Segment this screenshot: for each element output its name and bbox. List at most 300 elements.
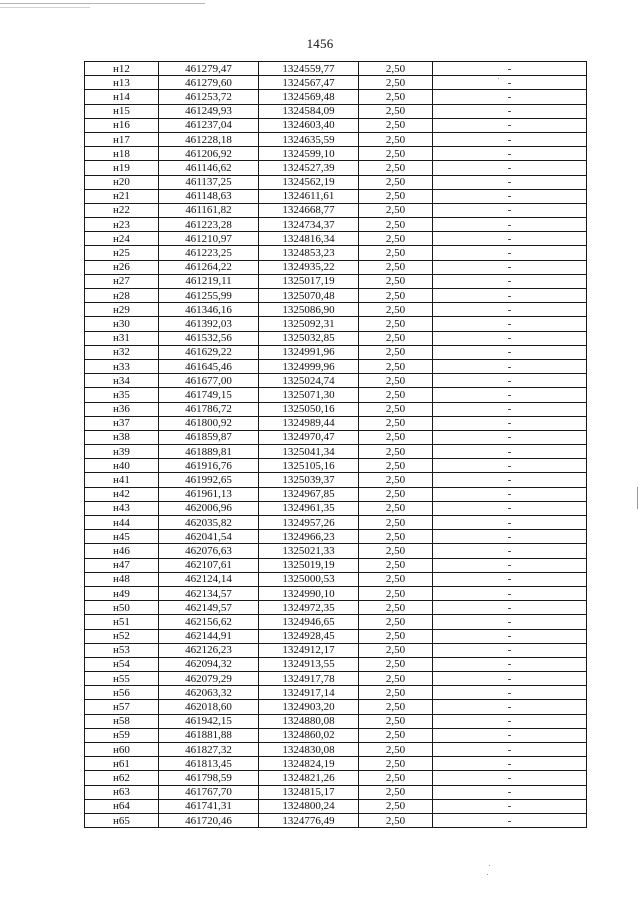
description-cell: - — [433, 799, 587, 813]
description-cell: - — [433, 175, 587, 189]
point-id-cell: н20 — [85, 175, 159, 189]
y-coordinate-cell: 1324800,24 — [259, 799, 359, 813]
error-cell: 2,50 — [359, 161, 433, 175]
x-coordinate-cell: 461629,22 — [159, 345, 259, 359]
y-coordinate-cell: 1325021,33 — [259, 544, 359, 558]
x-coordinate-cell: 462107,61 — [159, 558, 259, 572]
description-cell: - — [433, 289, 587, 303]
x-coordinate-cell: 462035,82 — [159, 516, 259, 530]
y-coordinate-cell: 1325039,37 — [259, 473, 359, 487]
table-row — [85, 345, 587, 359]
x-coordinate-cell: 461677,00 — [159, 374, 259, 388]
table-row — [85, 374, 587, 388]
x-coordinate-cell: 461253,72 — [159, 90, 259, 104]
y-coordinate-cell: 1324961,35 — [259, 501, 359, 515]
description-cell: - — [433, 501, 587, 515]
y-coordinate-cell: 1325070,48 — [259, 289, 359, 303]
x-coordinate-cell: 461264,22 — [159, 260, 259, 274]
error-cell: 2,50 — [359, 530, 433, 544]
table-row — [85, 558, 587, 572]
table-row — [85, 445, 587, 459]
description-cell: - — [433, 104, 587, 118]
table-row — [85, 76, 587, 90]
description-cell: - — [433, 558, 587, 572]
y-coordinate-cell: 1324611,61 — [259, 189, 359, 203]
error-cell: 2,50 — [359, 657, 433, 671]
y-coordinate-cell: 1324562,19 — [259, 175, 359, 189]
y-coordinate-cell: 1325086,90 — [259, 303, 359, 317]
error-cell: 2,50 — [359, 388, 433, 402]
description-cell: - — [433, 274, 587, 288]
error-cell: 2,50 — [359, 359, 433, 373]
y-coordinate-cell: 1324830,08 — [259, 743, 359, 757]
point-id-cell: н37 — [85, 416, 159, 430]
point-id-cell: н45 — [85, 530, 159, 544]
y-coordinate-cell: 1325105,16 — [259, 459, 359, 473]
error-cell: 2,50 — [359, 700, 433, 714]
point-id-cell: н39 — [85, 445, 159, 459]
error-cell: 2,50 — [359, 402, 433, 416]
y-coordinate-cell: 1324880,08 — [259, 714, 359, 728]
point-id-cell: н62 — [85, 771, 159, 785]
table-row — [85, 459, 587, 473]
y-coordinate-cell: 1324967,85 — [259, 487, 359, 501]
error-cell: 2,50 — [359, 303, 433, 317]
error-cell: 2,50 — [359, 246, 433, 260]
page-number: 1456 — [306, 36, 334, 51]
description-cell: - — [433, 76, 587, 90]
description-cell: - — [433, 232, 587, 246]
y-coordinate-cell: 1324917,14 — [259, 686, 359, 700]
y-coordinate-cell: 1324912,17 — [259, 643, 359, 657]
x-coordinate-cell: 461532,56 — [159, 331, 259, 345]
point-id-cell: н38 — [85, 430, 159, 444]
y-coordinate-cell: 1324567,47 — [259, 76, 359, 90]
description-cell: - — [433, 218, 587, 232]
point-id-cell: н52 — [85, 629, 159, 643]
x-coordinate-cell: 461881,88 — [159, 728, 259, 742]
point-id-cell: н21 — [85, 189, 159, 203]
y-coordinate-cell: 1325032,85 — [259, 331, 359, 345]
table-row — [85, 359, 587, 373]
description-cell: - — [433, 203, 587, 217]
table-row — [85, 629, 587, 643]
description-cell: - — [433, 118, 587, 132]
description-cell: - — [433, 161, 587, 175]
table-row — [85, 175, 587, 189]
y-coordinate-cell: 1324917,78 — [259, 672, 359, 686]
x-coordinate-cell: 461146,62 — [159, 161, 259, 175]
y-coordinate-cell: 1324599,10 — [259, 147, 359, 161]
point-id-cell: н64 — [85, 799, 159, 813]
description-cell: - — [433, 260, 587, 274]
table-row — [85, 572, 587, 586]
x-coordinate-cell: 461223,25 — [159, 246, 259, 260]
error-cell: 2,50 — [359, 274, 433, 288]
point-id-cell: н48 — [85, 572, 159, 586]
y-coordinate-cell: 1325000,53 — [259, 572, 359, 586]
table-row — [85, 430, 587, 444]
x-coordinate-cell: 461800,92 — [159, 416, 259, 430]
table-row — [85, 232, 587, 246]
point-id-cell: н33 — [85, 359, 159, 373]
x-coordinate-cell: 461859,87 — [159, 430, 259, 444]
x-coordinate-cell: 462063,32 — [159, 686, 259, 700]
point-id-cell: н56 — [85, 686, 159, 700]
description-cell: - — [433, 785, 587, 799]
table-row — [85, 331, 587, 345]
point-id-cell: н49 — [85, 586, 159, 600]
error-cell: 2,50 — [359, 260, 433, 274]
error-cell: 2,50 — [359, 813, 433, 827]
x-coordinate-cell: 461392,03 — [159, 317, 259, 331]
error-cell: 2,50 — [359, 132, 433, 146]
error-cell: 2,50 — [359, 317, 433, 331]
x-coordinate-cell: 461813,45 — [159, 757, 259, 771]
description-cell: - — [433, 657, 587, 671]
y-coordinate-cell: 1324946,65 — [259, 615, 359, 629]
point-id-cell: н47 — [85, 558, 159, 572]
top-scan-rule — [0, 3, 205, 4]
error-cell: 2,50 — [359, 118, 433, 132]
description-cell: - — [433, 459, 587, 473]
x-coordinate-cell: 461161,82 — [159, 203, 259, 217]
y-coordinate-cell: 1324935,22 — [259, 260, 359, 274]
error-cell: 2,50 — [359, 686, 433, 700]
description-cell: - — [433, 189, 587, 203]
x-coordinate-cell: 461786,72 — [159, 402, 259, 416]
y-coordinate-cell: 1324972,35 — [259, 601, 359, 615]
description-cell: - — [433, 62, 587, 76]
point-id-cell: н50 — [85, 601, 159, 615]
point-id-cell: н32 — [85, 345, 159, 359]
error-cell: 2,50 — [359, 672, 433, 686]
error-cell: 2,50 — [359, 473, 433, 487]
point-id-cell: н41 — [85, 473, 159, 487]
top-scan-rule-secondary — [0, 7, 90, 8]
error-cell: 2,50 — [359, 430, 433, 444]
error-cell: 2,50 — [359, 218, 433, 232]
y-coordinate-cell: 1324970,47 — [259, 430, 359, 444]
error-cell: 2,50 — [359, 615, 433, 629]
point-id-cell: н65 — [85, 813, 159, 827]
error-cell: 2,50 — [359, 586, 433, 600]
point-id-cell: н28 — [85, 289, 159, 303]
table-row — [85, 260, 587, 274]
table-row — [85, 317, 587, 331]
y-coordinate-cell: 1324527,39 — [259, 161, 359, 175]
table-row — [85, 118, 587, 132]
x-coordinate-cell: 461249,93 — [159, 104, 259, 118]
description-cell: - — [433, 147, 587, 161]
x-coordinate-cell: 462076,63 — [159, 544, 259, 558]
x-coordinate-cell: 461228,18 — [159, 132, 259, 146]
x-coordinate-cell: 461741,31 — [159, 799, 259, 813]
error-cell: 2,50 — [359, 104, 433, 118]
table-row — [85, 473, 587, 487]
point-id-cell: н15 — [85, 104, 159, 118]
table-row — [85, 743, 587, 757]
point-id-cell: н43 — [85, 501, 159, 515]
point-id-cell: н44 — [85, 516, 159, 530]
table-row — [85, 530, 587, 544]
x-coordinate-cell: 462134,57 — [159, 586, 259, 600]
x-coordinate-cell: 462156,62 — [159, 615, 259, 629]
table-row — [85, 132, 587, 146]
y-coordinate-cell: 1324957,26 — [259, 516, 359, 530]
y-coordinate-cell: 1324559,77 — [259, 62, 359, 76]
description-cell: - — [433, 530, 587, 544]
error-cell: 2,50 — [359, 232, 433, 246]
description-cell: - — [433, 813, 587, 827]
description-cell: - — [433, 416, 587, 430]
point-id-cell: н58 — [85, 714, 159, 728]
table-row — [85, 62, 587, 76]
x-coordinate-cell: 461992,65 — [159, 473, 259, 487]
x-coordinate-cell: 461279,60 — [159, 76, 259, 90]
error-cell: 2,50 — [359, 757, 433, 771]
y-coordinate-cell: 1325019,19 — [259, 558, 359, 572]
y-coordinate-cell: 1324734,37 — [259, 218, 359, 232]
y-coordinate-cell: 1324999,96 — [259, 359, 359, 373]
point-id-cell: н42 — [85, 487, 159, 501]
point-id-cell: н14 — [85, 90, 159, 104]
error-cell: 2,50 — [359, 76, 433, 90]
x-coordinate-cell: 462094,32 — [159, 657, 259, 671]
x-coordinate-cell: 462079,29 — [159, 672, 259, 686]
x-coordinate-cell: 461749,15 — [159, 388, 259, 402]
y-coordinate-cell: 1324603,40 — [259, 118, 359, 132]
point-id-cell: н36 — [85, 402, 159, 416]
y-coordinate-cell: 1324913,55 — [259, 657, 359, 671]
y-coordinate-cell: 1324990,10 — [259, 586, 359, 600]
point-id-cell: н63 — [85, 785, 159, 799]
point-id-cell: н26 — [85, 260, 159, 274]
y-coordinate-cell: 1325050,16 — [259, 402, 359, 416]
y-coordinate-cell: 1325041,34 — [259, 445, 359, 459]
point-id-cell: н60 — [85, 743, 159, 757]
description-cell: - — [433, 359, 587, 373]
x-coordinate-cell: 461223,28 — [159, 218, 259, 232]
x-coordinate-cell: 461137,25 — [159, 175, 259, 189]
y-coordinate-cell: 1324991,96 — [259, 345, 359, 359]
error-cell: 2,50 — [359, 445, 433, 459]
point-id-cell: н16 — [85, 118, 159, 132]
table-row — [85, 714, 587, 728]
y-coordinate-cell: 1325092,31 — [259, 317, 359, 331]
x-coordinate-cell: 461916,76 — [159, 459, 259, 473]
x-coordinate-cell: 461346,16 — [159, 303, 259, 317]
x-coordinate-cell: 461255,99 — [159, 289, 259, 303]
description-cell: - — [433, 402, 587, 416]
error-cell: 2,50 — [359, 558, 433, 572]
x-coordinate-cell: 461961,13 — [159, 487, 259, 501]
table-row — [85, 643, 587, 657]
description-cell: - — [433, 771, 587, 785]
x-coordinate-cell: 462018,60 — [159, 700, 259, 714]
error-cell: 2,50 — [359, 771, 433, 785]
table-row — [85, 700, 587, 714]
x-coordinate-cell: 462041,54 — [159, 530, 259, 544]
description-cell: - — [433, 388, 587, 402]
point-id-cell: н54 — [85, 657, 159, 671]
table-row — [85, 487, 587, 501]
error-cell: 2,50 — [359, 714, 433, 728]
table-row — [85, 246, 587, 260]
point-id-cell: н55 — [85, 672, 159, 686]
x-coordinate-cell: 462126,23 — [159, 643, 259, 657]
y-coordinate-cell: 1325024,74 — [259, 374, 359, 388]
table-row — [85, 218, 587, 232]
table-row — [85, 203, 587, 217]
description-cell: - — [433, 714, 587, 728]
coordinates-table-body — [85, 62, 587, 828]
x-coordinate-cell: 461827,32 — [159, 743, 259, 757]
error-cell: 2,50 — [359, 331, 433, 345]
scan-edge-mark — [637, 487, 638, 509]
y-coordinate-cell: 1324966,23 — [259, 530, 359, 544]
y-coordinate-cell: 1324776,49 — [259, 813, 359, 827]
description-cell: - — [433, 672, 587, 686]
point-id-cell: н13 — [85, 76, 159, 90]
error-cell: 2,50 — [359, 175, 433, 189]
description-cell: - — [433, 246, 587, 260]
point-id-cell: н30 — [85, 317, 159, 331]
error-cell: 2,50 — [359, 572, 433, 586]
error-cell: 2,50 — [359, 601, 433, 615]
table-row — [85, 416, 587, 430]
x-coordinate-cell: 461148,63 — [159, 189, 259, 203]
x-coordinate-cell: 461767,70 — [159, 785, 259, 799]
point-id-cell: н22 — [85, 203, 159, 217]
table-row — [85, 672, 587, 686]
description-cell: - — [433, 615, 587, 629]
point-id-cell: н53 — [85, 643, 159, 657]
description-cell: - — [433, 516, 587, 530]
point-id-cell: н23 — [85, 218, 159, 232]
description-cell: - — [433, 544, 587, 558]
y-coordinate-cell: 1324569,48 — [259, 90, 359, 104]
scan-speck — [487, 874, 488, 875]
table-row — [85, 799, 587, 813]
error-cell: 2,50 — [359, 203, 433, 217]
error-cell: 2,50 — [359, 544, 433, 558]
table-row — [85, 657, 587, 671]
description-cell: - — [433, 757, 587, 771]
error-cell: 2,50 — [359, 743, 433, 757]
table-row — [85, 402, 587, 416]
description-cell: - — [433, 317, 587, 331]
error-cell: 2,50 — [359, 62, 433, 76]
description-cell: - — [433, 728, 587, 742]
error-cell: 2,50 — [359, 799, 433, 813]
point-id-cell: н34 — [85, 374, 159, 388]
x-coordinate-cell: 462144,91 — [159, 629, 259, 643]
description-cell: - — [433, 686, 587, 700]
error-cell: 2,50 — [359, 785, 433, 799]
table-row — [85, 601, 587, 615]
error-cell: 2,50 — [359, 374, 433, 388]
table-row — [85, 615, 587, 629]
scan-speck — [498, 78, 499, 79]
description-cell: - — [433, 586, 587, 600]
error-cell: 2,50 — [359, 459, 433, 473]
description-cell: - — [433, 374, 587, 388]
x-coordinate-cell: 461889,81 — [159, 445, 259, 459]
table-row — [85, 813, 587, 827]
y-coordinate-cell: 1324584,09 — [259, 104, 359, 118]
error-cell: 2,50 — [359, 147, 433, 161]
table-row — [85, 586, 587, 600]
y-coordinate-cell: 1324903,20 — [259, 700, 359, 714]
point-id-cell: н29 — [85, 303, 159, 317]
table-row — [85, 728, 587, 742]
error-cell: 2,50 — [359, 416, 433, 430]
error-cell: 2,50 — [359, 629, 433, 643]
error-cell: 2,50 — [359, 345, 433, 359]
table-row — [85, 189, 587, 203]
point-id-cell: н46 — [85, 544, 159, 558]
error-cell: 2,50 — [359, 289, 433, 303]
point-id-cell: н59 — [85, 728, 159, 742]
point-id-cell: н51 — [85, 615, 159, 629]
error-cell: 2,50 — [359, 90, 433, 104]
point-id-cell: н57 — [85, 700, 159, 714]
error-cell: 2,50 — [359, 728, 433, 742]
point-id-cell: н31 — [85, 331, 159, 345]
description-cell: - — [433, 90, 587, 104]
table-row — [85, 90, 587, 104]
table-row — [85, 501, 587, 515]
x-coordinate-cell: 462124,14 — [159, 572, 259, 586]
description-cell: - — [433, 487, 587, 501]
x-coordinate-cell: 461210,97 — [159, 232, 259, 246]
description-cell: - — [433, 132, 587, 146]
table-row — [85, 785, 587, 799]
description-cell: - — [433, 629, 587, 643]
table-row — [85, 544, 587, 558]
table-row — [85, 161, 587, 175]
table-row — [85, 104, 587, 118]
point-id-cell: н27 — [85, 274, 159, 288]
description-cell: - — [433, 643, 587, 657]
y-coordinate-cell: 1324853,23 — [259, 246, 359, 260]
x-coordinate-cell: 461720,46 — [159, 813, 259, 827]
x-coordinate-cell: 461206,92 — [159, 147, 259, 161]
table-row — [85, 516, 587, 530]
table-row — [85, 303, 587, 317]
y-coordinate-cell: 1324989,44 — [259, 416, 359, 430]
point-id-cell: н40 — [85, 459, 159, 473]
table-row — [85, 686, 587, 700]
table-row — [85, 274, 587, 288]
table-row — [85, 388, 587, 402]
description-cell: - — [433, 473, 587, 487]
description-cell: - — [433, 331, 587, 345]
description-cell: - — [433, 303, 587, 317]
y-coordinate-cell: 1324815,17 — [259, 785, 359, 799]
point-id-cell: н19 — [85, 161, 159, 175]
scan-speck — [489, 865, 490, 866]
y-coordinate-cell: 1324635,59 — [259, 132, 359, 146]
point-id-cell: н61 — [85, 757, 159, 771]
y-coordinate-cell: 1324816,34 — [259, 232, 359, 246]
x-coordinate-cell: 462149,57 — [159, 601, 259, 615]
description-cell: - — [433, 601, 587, 615]
point-id-cell: н35 — [85, 388, 159, 402]
y-coordinate-cell: 1324668,77 — [259, 203, 359, 217]
x-coordinate-cell: 461219,11 — [159, 274, 259, 288]
